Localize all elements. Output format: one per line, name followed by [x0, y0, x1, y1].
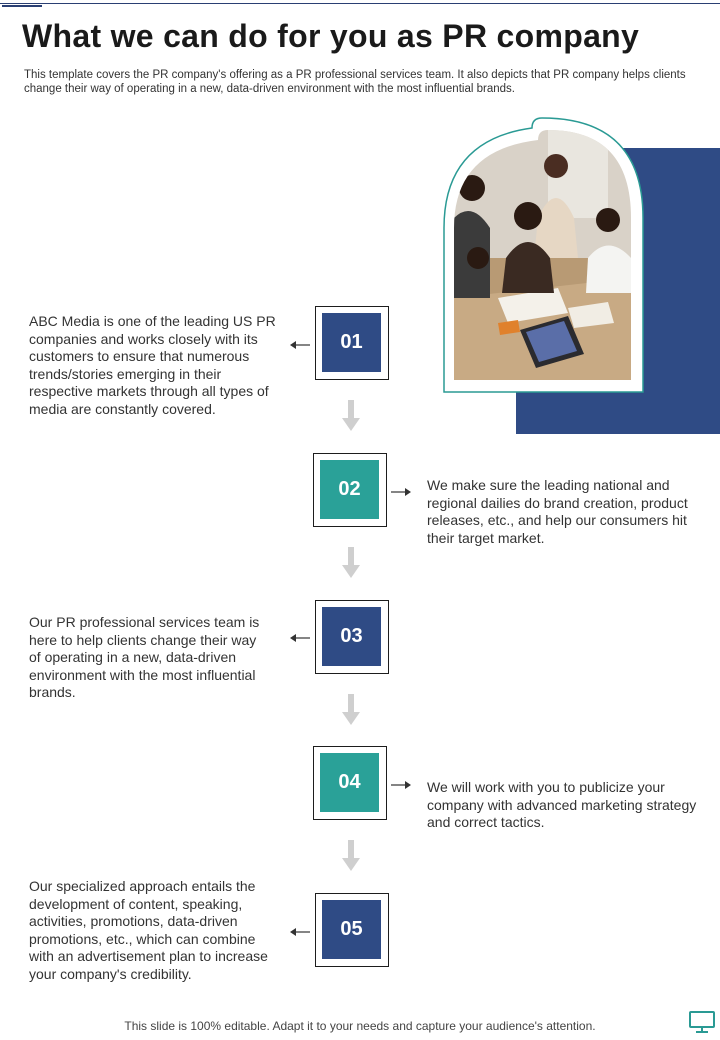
- team-photo: [438, 108, 648, 398]
- top-rule-accent: [2, 5, 42, 7]
- down-arrow-icon: [341, 547, 361, 579]
- footer-note: This slide is 100% editable. Adapt it to your needs and capture your audience's attention.: [124, 1019, 596, 1033]
- down-arrow-icon: [341, 400, 361, 432]
- left-arrow-icon: [289, 632, 311, 644]
- right-arrow-icon: [390, 486, 412, 498]
- step-03-box: [315, 600, 389, 674]
- left-arrow-icon: [289, 926, 311, 938]
- step-05-box: [315, 893, 389, 967]
- step-01-text: ABC Media is one of the leading US PR companies and works closely with its customers to ensure that numerous trends/stories emerging in their respective markets through all types of media are constantly covered.: [29, 313, 276, 417]
- down-arrow-icon: [341, 694, 361, 726]
- monitor-icon[interactable]: [688, 1010, 716, 1034]
- down-arrow-icon: [341, 840, 361, 872]
- step-02-number: 02: [320, 460, 379, 519]
- page-subtitle: This template covers the PR company's offering as a PR professional services team. It also depicts that PR company helps clients change their way of operating in a new, data-driven environment with the most influential brands.: [24, 69, 686, 95]
- step-03-text: Our PR professional services team is here to help clients change their way of operating in a new, data-driven environment with the most influential brands.: [29, 614, 260, 701]
- right-arrow-icon: [390, 779, 412, 791]
- top-rule: [0, 3, 720, 4]
- step-02-box: [313, 453, 387, 527]
- left-arrow-icon: [289, 339, 311, 351]
- step-05-text: Our specialized approach entails the development of content, speaking, activities, promotions, data-driven promotions, etc., which can combine with an advertisement plan to increase your company's credibility.: [29, 878, 268, 982]
- page-title: What we can do for you as PR company: [22, 18, 640, 54]
- step-04-box: [313, 746, 387, 820]
- step-03-number: 03: [322, 607, 381, 666]
- step-04-number: 04: [320, 753, 379, 812]
- step-04-text: We will work with you to publicize your company with advanced marketing strategy and correct tactics.: [427, 779, 697, 831]
- step-01-box: [315, 306, 389, 380]
- step-01-number: 01: [322, 313, 381, 372]
- step-02-text: We make sure the leading national and regional dailies do brand creation, product releases, etc., and help our consumers hit their target market.: [427, 477, 688, 546]
- step-05-number: 05: [322, 900, 381, 959]
